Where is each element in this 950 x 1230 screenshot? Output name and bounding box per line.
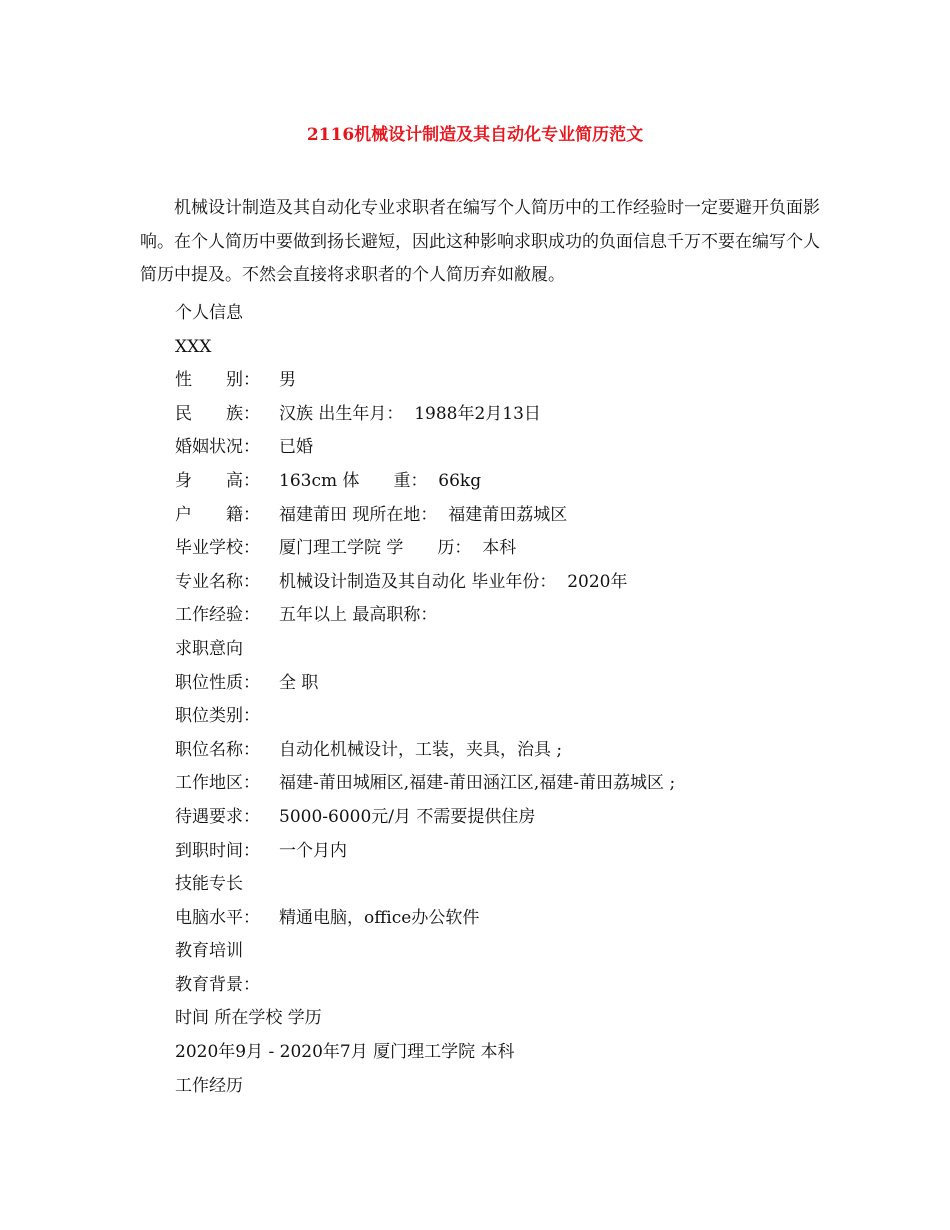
field-label: 专业名称：: [175, 571, 260, 592]
line-text: 教育培训: [175, 941, 243, 962]
field-value: 全 职: [279, 672, 319, 693]
line-text: 时间 所在学校 学历: [175, 1008, 322, 1029]
resume-line: [175, 1002, 815, 1036]
field-label: 户 籍：: [175, 504, 260, 525]
line-text: 教育背景：: [175, 974, 260, 995]
resume-line: [175, 801, 815, 835]
field-label: 工作地区：: [175, 773, 260, 794]
field-value: 汉族 出生年月： 1988年2月13日: [279, 403, 541, 424]
field-value: 5000-6000元/月 不需要提供住房: [279, 806, 536, 827]
resume-line: [175, 935, 815, 969]
line-text: XXX: [175, 336, 212, 357]
field-label: 职位性质：: [175, 672, 260, 693]
resume-line: [175, 767, 815, 801]
field-label: 身 高：: [175, 470, 260, 491]
resume-line: [175, 1036, 815, 1070]
field-value: 男: [279, 370, 296, 391]
resume-line: [175, 566, 815, 600]
field-label: 毕业学校：: [175, 538, 260, 559]
intro-paragraph: 机械设计制造及其自动化专业求职者在编写个人简历中的工作经验时一定要避开负面影响。在个人简历中要做到扬长避短，因此这种影响求职成功的负面信息千万不要在编写个人简历中提及。不然会直接将求职者的个人简历弃如敝履。: [140, 198, 820, 285]
field-label: 职位类别：: [175, 706, 260, 727]
field-value: 已婚: [279, 437, 313, 458]
field-value: 163cm 体 重： 66kg: [279, 470, 482, 491]
field-value: 福建莆田 现所在地： 福建莆田荔城区: [279, 504, 568, 525]
resume-line: [175, 465, 815, 499]
resume-line: [175, 331, 815, 365]
resume-line: [175, 431, 815, 465]
field-value: 精通电脑，office办公软件: [279, 907, 480, 928]
line-text: 2020年9月 - 2020年7月 厦门理工学院 本科: [175, 1042, 515, 1063]
resume-line: [175, 734, 815, 768]
resume-line: [175, 1070, 815, 1104]
field-label: 电脑水平：: [175, 907, 260, 928]
field-label: 民 族：: [175, 403, 260, 424]
line-text: 个人信息: [175, 303, 243, 323]
field-label: 工作经验：: [175, 605, 260, 626]
resume-line: [175, 633, 815, 667]
resume-line: [175, 700, 815, 734]
field-value: 福建-莆田城厢区,福建-莆田涵江区,福建-莆田荔城区 ;: [279, 773, 676, 794]
field-label: 待遇要求：: [175, 806, 260, 827]
line-text: 工作经历: [175, 1075, 243, 1096]
field-value: 自动化机械设计，工装，夹具，治具 ;: [279, 739, 563, 760]
resume-line: [175, 398, 815, 432]
resume-line: [175, 868, 815, 902]
resume-line: [175, 532, 815, 566]
resume-line: [175, 969, 815, 1003]
resume-line: [175, 364, 815, 398]
field-label: 职位名称：: [175, 739, 260, 760]
document-title: 2116机械设计制造及其自动化专业简历范文: [306, 125, 644, 145]
field-label: 到职时间：: [175, 840, 260, 861]
resume-line: [175, 902, 815, 936]
line-text: 求职意向: [175, 638, 243, 659]
field-value: 厦门理工学院 学 历： 本科: [279, 538, 517, 559]
field-value: 机械设计制造及其自动化 毕业年份： 2020年: [279, 571, 628, 592]
field-label: 性 别：: [175, 370, 260, 391]
field-label: 婚姻状况：: [175, 437, 260, 458]
line-text: 技能专长: [175, 874, 243, 895]
field-value: 五年以上 最高职称：: [279, 605, 438, 626]
resume-line: [175, 667, 815, 701]
resume-lines: [175, 297, 815, 1103]
resume-line: [175, 835, 815, 869]
resume-line: [175, 599, 815, 633]
resume-line: [175, 499, 815, 533]
field-value: 一个月内: [279, 840, 347, 861]
resume-line: [175, 297, 815, 331]
